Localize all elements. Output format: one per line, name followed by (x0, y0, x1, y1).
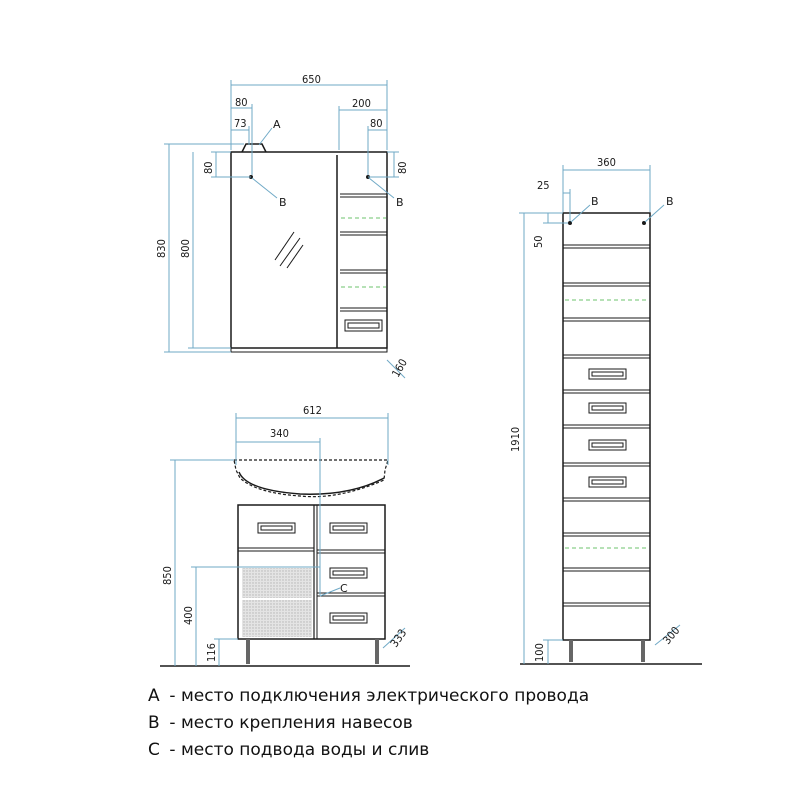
dim-vanity-height: 850 (161, 566, 174, 585)
dim-column-depth: 300 (660, 624, 683, 647)
legend-key: C (148, 740, 160, 760)
dim-vanity-leg-height: 116 (205, 643, 218, 662)
legend-item-b (148, 710, 589, 737)
callout-b-label: B (396, 196, 404, 209)
dim-vanity-depth: 333 (387, 626, 410, 650)
dim-mirror-width: 650 (302, 73, 321, 86)
vanity-unit (160, 460, 410, 666)
dim-column-mount-top: 50 (532, 235, 545, 248)
tall-column (520, 213, 702, 664)
dim-mirror-height-total: 830 (155, 239, 168, 258)
dim-mirror-depth: 160 (389, 356, 411, 380)
mirror-dimension-lines (164, 80, 405, 378)
dim-mirror-shelf-width: 200 (352, 97, 371, 110)
dim-mirror-left-offset: 80 (235, 96, 248, 109)
mirror-cabinet (231, 144, 387, 352)
dim-vanity-width: 612 (303, 404, 322, 417)
callout-b-label: B (279, 196, 287, 209)
legend-key: A (148, 686, 160, 706)
dim-mirror-mount-right: 80 (396, 161, 409, 174)
column-dimension-labels (509, 156, 682, 662)
legend-text: - место подключения электрического провода (169, 686, 590, 706)
dim-mirror-mount-top: 80 (202, 161, 215, 174)
dim-vanity-pipe-offset: 340 (270, 427, 289, 440)
dim-vanity-pipe-height: 400 (182, 606, 195, 625)
legend-text: - место подвода воды и слив (169, 740, 430, 760)
dim-mirror-shelf-offset: 80 (370, 117, 383, 130)
callout-c-label: C (340, 582, 348, 595)
legend-key: B (148, 713, 160, 733)
dim-column-leg-height: 100 (533, 643, 546, 662)
dim-column-height: 1910 (509, 426, 522, 452)
dim-column-mount-offset: 25 (537, 179, 550, 192)
callout-b-label: B (666, 195, 674, 208)
callout-b-label: B (591, 195, 599, 208)
legend-item-a (148, 683, 589, 710)
legend-text: - место крепления навесов (169, 713, 413, 733)
legend (148, 683, 589, 764)
callout-a-label: A (273, 118, 281, 131)
dim-mirror-lamp-offset: 73 (234, 117, 247, 130)
dim-column-width: 360 (597, 156, 616, 169)
legend-item-c (148, 737, 589, 764)
dim-mirror-height: 800 (179, 239, 192, 258)
